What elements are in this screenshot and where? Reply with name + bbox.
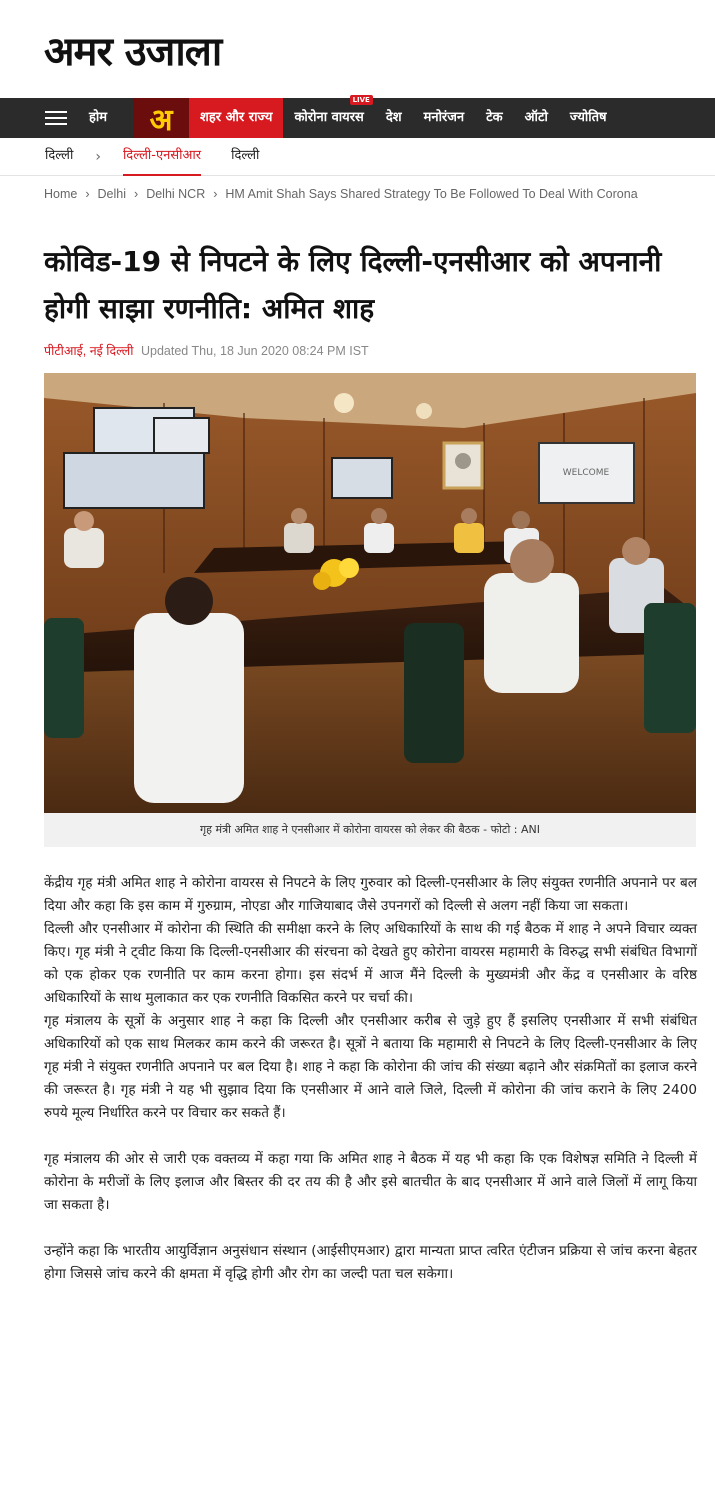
- masthead: [0, 0, 715, 98]
- byline: [0, 332, 715, 359]
- nav-manoranjan[interactable]: मनोरंजन: [423, 110, 465, 125]
- subnav-delhi[interactable]: दिल्ली: [45, 147, 74, 163]
- updated-timestamp: Updated Thu, 18 Jun 2020 08:24 PM IST: [141, 344, 369, 358]
- author-link[interactable]: पीटीआई, नई दिल्ली: [44, 344, 134, 358]
- nav-auto[interactable]: ऑटो: [524, 110, 548, 125]
- welcome-screen-text: WELCOME: [562, 468, 610, 478]
- sub-nav: [0, 138, 715, 176]
- chevron-right-icon: ›: [95, 148, 101, 165]
- paragraph: दिल्ली और एनसीआर में कोरोना की स्थिति की समीक्षा करने के लिए अधिकारियों के साथ की गई बैठक में शाह ने अपने विचार व्यक्त किए। गृह मंत्री ने ट्वीट किया कि दिल्ली-एनसीआर की संरचना को देखते हुए कोरोना वायरस महामारी के विरुद्ध सभी संबंधित विभागों को एक होकर एक रणनीति पर काम करना होगा। इस संदर्भ में आज मैंने दिल्ली के मुख्यमंत्री और केंद्र व एनसीआर के वरिष्ठ अधिकारियों के साथ मुलाकात कर एक रणनीति विकसित करने पर चर्चा की।: [44, 921, 697, 1006]
- chevron-right-icon: ›: [134, 187, 139, 201]
- main-nav: [0, 98, 715, 138]
- breadcrumb-delhi-ncr[interactable]: Delhi NCR: [146, 187, 206, 201]
- nav-home[interactable]: होम: [89, 110, 108, 125]
- paragraph: गृह मंत्रालय की ओर से जारी एक वक्तव्य में कहा गया कि अमित शाह ने बैठक में यह भी कहा कि एक विशेषज्ञ समिति ने दिल्ली में कोरोना के मरीजों के लिए इलाज और बिस्तर की दर तय की है और इसे बातचीत के बाद एनसीआर में आने वाले जिलों में लागू किया जा सकता है।: [44, 1151, 697, 1213]
- brand-tile-icon[interactable]: अ: [133, 98, 189, 138]
- breadcrumb-delhi[interactable]: Delhi: [97, 187, 127, 201]
- breadcrumb-current: HM Amit Shah Says Shared Strategy To Be Followed To Deal With Corona: [225, 187, 638, 201]
- page-title: कोविड-19 से निपटने के लिए दिल्ली-एनसीआर को अपनानी होगी साझा रणनीति: अमित शाह: [44, 245, 662, 325]
- nav-jyotish[interactable]: ज्योतिष: [569, 110, 607, 125]
- meeting-room-illustration: [44, 373, 696, 813]
- subnav-delhi-ncr[interactable]: दिल्ली-एनसीआर: [123, 138, 201, 176]
- chevron-right-icon: ›: [213, 187, 218, 201]
- paragraph: केंद्रीय गृह मंत्री अमित शाह ने कोरोना वायरस से निपटने के लिए गुरुवार को दिल्ली-एनसीआर के लिए संयुक्त रणनीति अपनाने पर बल दिया और कहा कि इस काम में गुरुग्राम, नोएडा और गाजियाबाद जैसे उपनगरों को दिल्ली से अलग नहीं किया जा सकता।: [44, 875, 697, 914]
- chevron-right-icon: ›: [85, 187, 90, 201]
- breadcrumb-home[interactable]: Home: [44, 187, 78, 201]
- menu-icon[interactable]: [45, 111, 67, 125]
- photo-caption: गृह मंत्री अमित शाह ने एनसीआर में कोरोना वायरस को लेकर की बैठक - फोटो : ANI: [44, 813, 696, 847]
- live-badge: LIVE: [350, 95, 373, 105]
- paragraph: गृह मंत्रालय के सूत्रों के अनुसार शाह ने कहा कि दिल्ली और एनसीआर करीब से जुड़े हुए हैं इसलिए एनसीआर में सभी संबंधित अधिकारियों को एक साथ मिलकर काम करने की जरूरत है। सूत्रों ने बताया कि महामारी से निपटने के लिए दिल्ली-एनसीआर के लिए गृह मंत्री ने संयुक्त रणनीति अपनाने पर बल दिया है। शाह ने कहा कि कोरोना की जांच की संख्या बढ़ाने और संक्रमितों का इलाज करने की जरूरत है। गृह मंत्री ने यह भी सुझाव दिया कि एनसीआर में आने वाले जिले, दिल्ली में कोरोना की जांच कराने के लिए 2400 रुपये मूल्य निर्धारित करने पर विचार कर सकते हैं।: [44, 1013, 697, 1121]
- nav-desh[interactable]: देश: [385, 110, 402, 125]
- paragraph: उन्होंने कहा कि भारतीय आयुर्विज्ञान अनुसंधान संस्थान (आईसीएमआर) द्वारा मान्यता प्राप्त त्वरित एंटीजन प्रक्रिया से जांच करना बेहतर होगा जिससे जांच करने की क्षमता में वृद्धि होगी और रोग का जल्दी पता चल सकेगा।: [44, 1243, 697, 1282]
- nav-shahar-aur-rajya[interactable]: शहर और राज्य: [189, 98, 283, 138]
- subnav-delhi-2[interactable]: दिल्ली: [231, 147, 260, 163]
- nav-tech[interactable]: टेक: [486, 110, 503, 125]
- article-body: [0, 847, 715, 1286]
- nav-corona-virus[interactable]: [283, 98, 374, 138]
- site-logo[interactable]: अमर उजाला: [44, 28, 222, 75]
- article-photo: [44, 373, 696, 813]
- breadcrumb: [0, 176, 715, 214]
- nav-corona-label: कोरोना वायरस: [294, 110, 364, 125]
